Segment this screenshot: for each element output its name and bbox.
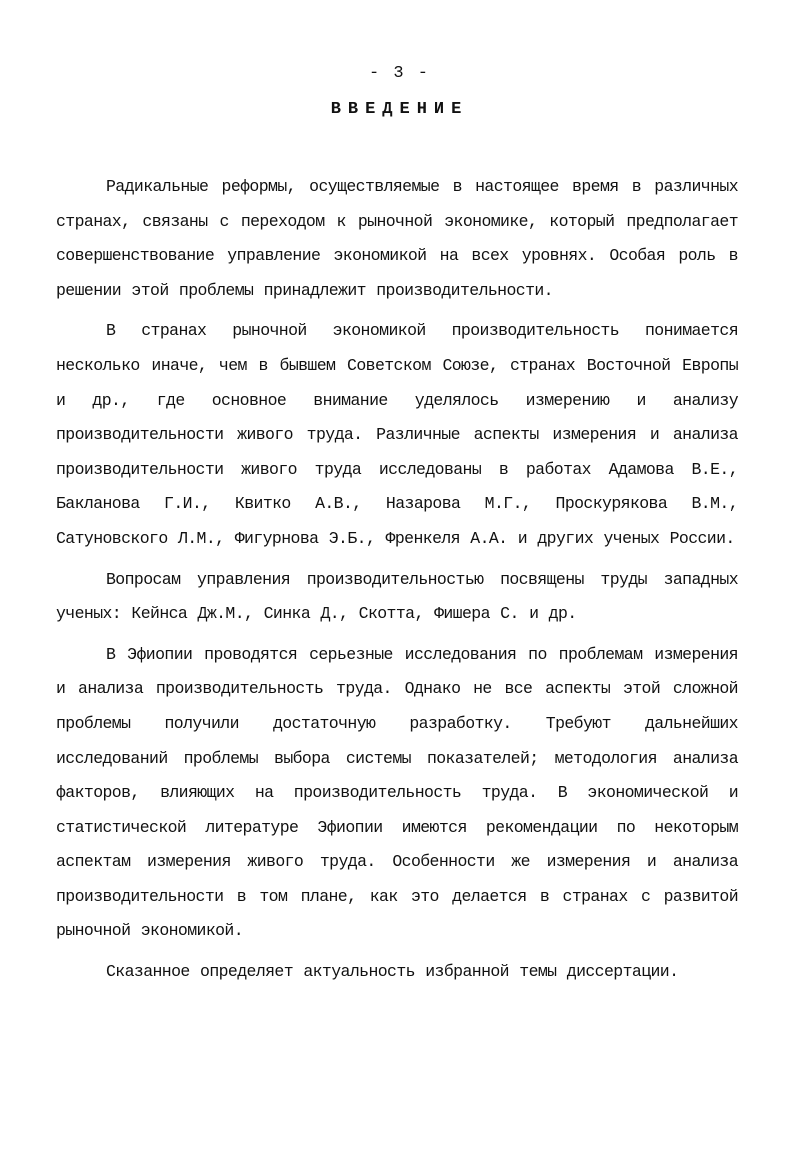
paragraph-ethiopia-research: В Эфиопии проводятся серьезные исследования по проблемам измерения и анализа производительность труда. Однако не все аспекты этой сложной проблемы получили достаточную разработку. Требуют дальнейших исследований проблемы выбора системы показателей; методология анализа факторов, влияющих на производительность труда. В экономической и статистической литературе Эфиопии имеются рекомендации по некоторым аспектам измерения живого труда. Особенности же измерения и анализа производительности в том плане, как это делается в странах с развитой рыночной экономикой. xyxy=(56,644,738,941)
paragraph-productivity-understanding: В странах рыночной экономикой производительность понимается несколько иначе, чем в бывшем Советском Союзе, странах Восточной Европы и др., где основное внимание уделялось измерению и анализу производительности живого труда. Различные аспекты измерения и анализа производительности живого труда исследованы в работах Адамова В.Е., Бакланова Г.И., Квитко А.В., Назарова М.Г., Проскурякова В.М., Сатуновского Л.М., Фигурнова Э.Б., Френкеля А.А. и других ученых России. xyxy=(56,321,738,548)
page-number: - 3 - xyxy=(368,64,430,83)
paragraph-relevance: Сказанное определяет актуальность избранной темы диссертации. xyxy=(106,962,679,982)
body-text xyxy=(56,170,738,990)
section-heading: ВВЕДЕНИЕ xyxy=(330,100,469,119)
paragraph-western-scholars: Вопросам управления производительностью посвящены труды западных ученых: Кейнса Дж.М., Синка Д., Скотта, Фишера С. и др. xyxy=(56,569,738,624)
paragraph-reforms: Радикальные реформы, осуществляемые в настоящее время в различных странах, связаны с переходом к рыночной экономике, который предполагает совершенствование управление экономикой на всех уровнях. Особая роль в решении этой проблемы принадлежит производительности. xyxy=(56,177,738,300)
